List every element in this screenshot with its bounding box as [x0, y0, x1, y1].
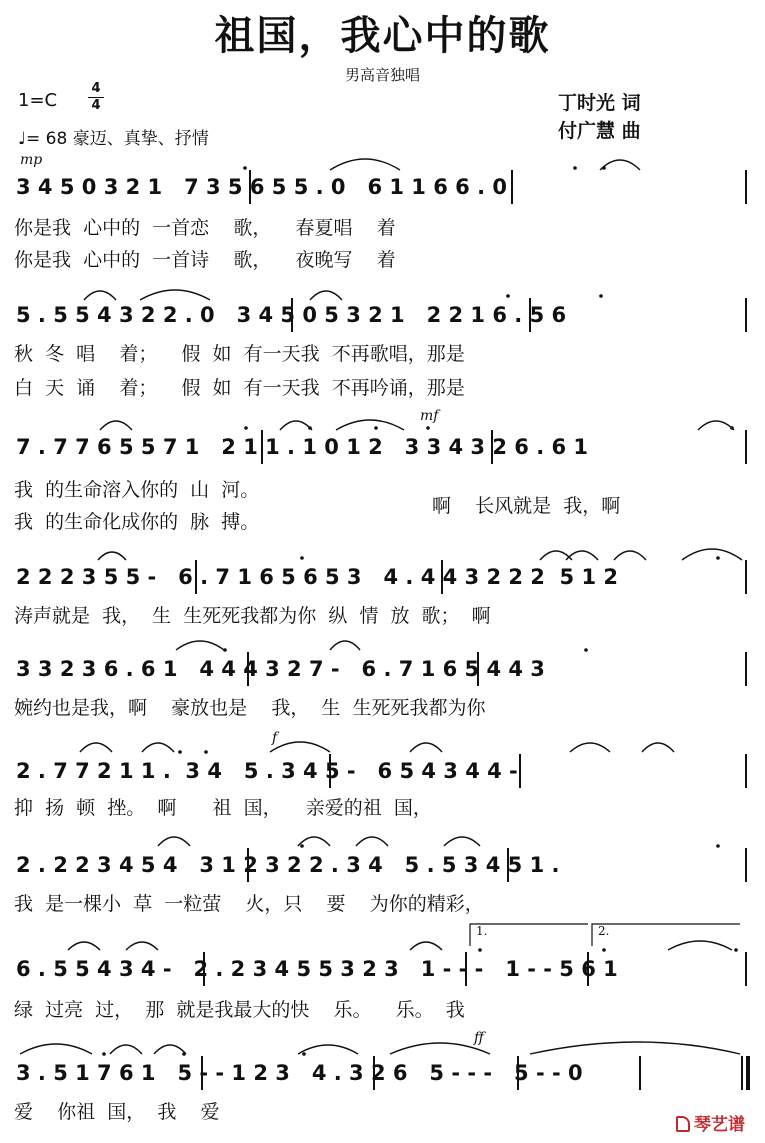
notes-line-5: 3 3 2 3 6 . 6 1 4 4 4 3 2 7 - 6 . 7 1 6 5 4 4 3 [16, 657, 545, 681]
lyric-line-2b: 白 天 诵 着； 假 如 有一天我 不再吟诵，那是 [14, 377, 465, 399]
tempo-marking: ♩= 68 豪迈、真挚、抒情 [18, 129, 209, 149]
lyric-line-5: 婉约也是我，啊 豪放也是 我， 生 生死死我都为你 [14, 697, 486, 719]
watermark-logo [676, 1110, 745, 1135]
volta-2: 2. [598, 924, 610, 938]
dynamic-mp: mp [20, 152, 43, 168]
lyricist-credit: 丁时光 词 [558, 92, 641, 114]
notes-line-8: 6 . 5 5 4 3 4 - 2 . 2 3 4 5 5 3 2 3 1 - - - 1 - - 5 6 1 [16, 957, 618, 981]
notes-line-3: 7 . 7 7 6 5 5 7 1 2 1 1 . 1 0 1 2 3 3 4 3 2 6 . 6 1 [16, 435, 589, 459]
notes-line-9: 3 . 5 1 7 6 1 5 - - 1 2 3 4 . 3 2 6 5 - - - 5 - - 0 [16, 1061, 583, 1085]
notes-line-1: 3 4 5 0 3 2 1 7 3 5 6 5 5 . 0 6 1 1 6 6 . 0 [16, 175, 507, 199]
dynamic-ff: ff [474, 1030, 484, 1046]
watermark-text: 琴艺谱 [694, 1115, 745, 1135]
notes-line-2: 5 . 5 5 4 3 2 2 . 0 3 4 5 0 5 3 2 1 2 2 1 6 . 5 6 [16, 303, 567, 327]
lyric-line-9: 爱 你祖 国， 我 爱 [14, 1101, 220, 1123]
notes-line-7: 2 . 2 2 3 4 5 4 3 1 2 3 2 2 . 3 4 5 . 5 3 4 5 1 . [16, 853, 560, 877]
lyric-line-6: 抑 扬 顿 挫。 啊 祖 国， 亲爱的祖 国， [14, 797, 432, 819]
lyric-line-2a: 秋 冬 唱 着； 假 如 有一天我 不再歌唱，那是 [14, 343, 465, 365]
time-signature [88, 82, 104, 113]
time-signature-top: 4 [91, 81, 101, 96]
lyric-line-3-side: 啊 长风就是 我，啊 [432, 495, 621, 517]
notes-line-4: 2 2 2 3 5 5 - 6 . 7 1 6 5 6 5 3 4 . 4 4 3 2 2 2 5 1 2 [16, 565, 618, 589]
lyric-line-4: 涛声就是 我， 生 生死死我都为你 纵 情 放 歌； 啊 [14, 605, 491, 627]
composer-credit: 付广慧 曲 [558, 120, 641, 142]
lyric-line-1a: 你是我 心中的 一首恋 歌， 春夏唱 着 [14, 217, 396, 239]
music-note-icon [676, 1116, 690, 1132]
dynamic-mf: mf [420, 408, 439, 424]
lyric-line-1b: 你是我 心中的 一首诗 歌， 夜晚写 着 [14, 249, 396, 271]
notes-line-6: 2 . 7 7 2 1 1 . 3 4 5 . 3 4 5 - 6 5 4 3 4 4 - [16, 759, 518, 783]
song-subtitle: 男高音独唱 [344, 66, 420, 84]
time-signature-bottom: 4 [91, 98, 101, 113]
song-title: 祖国，我心中的歌 [214, 13, 551, 59]
lyric-line-8: 绿 过亮 过， 那 就是我最大的快 乐。 乐。 我 [14, 999, 465, 1021]
lyric-line-7: 我 是一棵小 草 一粒萤 火，只 要 为你的精彩， [14, 893, 484, 915]
volta-1: 1. [476, 924, 488, 938]
lyric-line-3a: 我 的生命溶入你的 山 河。 [14, 479, 260, 501]
dynamic-f: f [272, 730, 278, 746]
lyric-line-3b: 我 的生命化成你的 脉 搏。 [14, 511, 260, 533]
key-signature: 1=C [18, 90, 58, 111]
